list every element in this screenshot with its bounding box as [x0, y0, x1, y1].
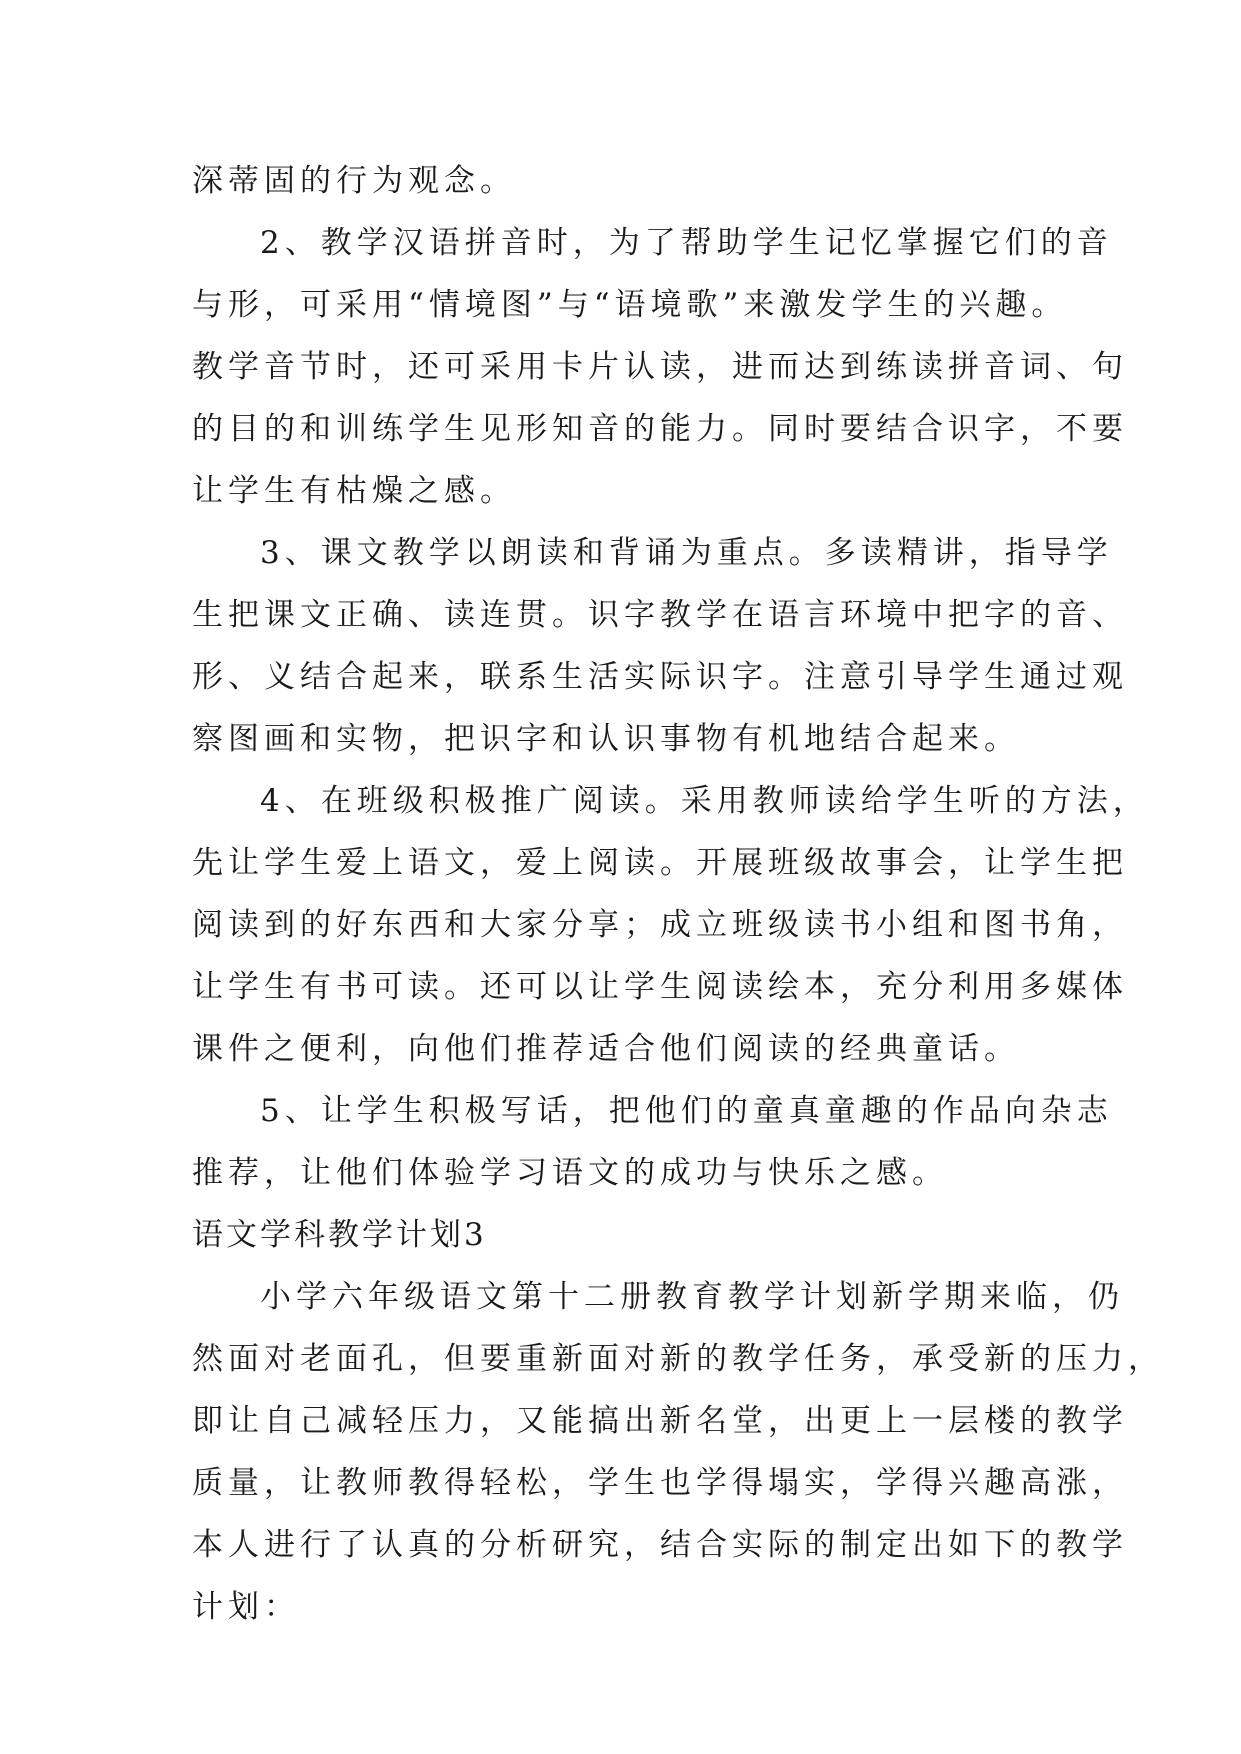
text-line: 阅读到的好东西和大家分享；成立班级读书小组和图书角，: [192, 907, 1128, 943]
text-line: 教学音节时，还可采用卡片认读，进而达到练读拼音词、句: [192, 349, 1128, 385]
text-line: 察图画和实物，把识字和认识事物有机地结合起来。: [192, 721, 1020, 757]
text-line: 然面对老面孔，但要重新面对新的教学任务，承受新的压力，: [192, 1341, 1164, 1377]
text-line: 的目的和训练学生见形知音的能力。同时要结合识字，不要: [192, 411, 1128, 447]
text-line: 质量，让教师教得轻松，学生也学得塌实，学得兴趣高涨，: [192, 1465, 1128, 1501]
text-line: 形、义结合起来，联系生活实际识字。注意引导学生通过观: [192, 659, 1128, 695]
text-line: 让学生有枯燥之感。: [192, 473, 516, 509]
text-line: 生把课文正确、读连贯。识字教学在语言环境中把字的音、: [192, 597, 1128, 633]
paragraph-5-start: 5、让学生积极写话，把他们的童真童趣的作品向杂志: [260, 1093, 1113, 1129]
text-line: 让学生有书可读。还可以让学生阅读绘本，充分利用多媒体: [192, 969, 1128, 1005]
paragraph-4-start: 4、在班级积极推广阅读。采用教师读给学生听的方法，: [260, 783, 1149, 819]
text-line: 本人进行了认真的分析研究，结合实际的制定出如下的教学: [192, 1527, 1128, 1563]
text-line: 即让自己减轻压力，又能搞出新名堂，出更上一层楼的教学: [192, 1403, 1128, 1439]
paragraph-2-start: 2、教学汉语拼音时，为了帮助学生记忆掌握它们的音: [260, 225, 1113, 261]
text-line: 与形，可采用“情境图”与“语境歌”来激发学生的兴趣。: [192, 287, 1068, 323]
paragraph-intro-start: 小学六年级语文第十二册教育教学计划新学期来临，仍: [260, 1279, 1124, 1315]
text-line: 先让学生爱上语文，爱上阅读。开展班级故事会，让学生把: [192, 845, 1128, 881]
paragraph-3-start: 3、课文教学以朗读和背诵为重点。多读精讲，指导学: [260, 535, 1113, 571]
section-heading: 语文学科教学计划3: [192, 1217, 487, 1253]
text-line: 深蒂固的行为观念。: [192, 163, 516, 199]
text-line: 课件之便利，向他们推荐适合他们阅读的经典童话。: [192, 1031, 1020, 1067]
text-line: 推荐，让他们体验学习语文的成功与快乐之感。: [192, 1155, 948, 1191]
text-line: 计划：: [192, 1589, 300, 1625]
document-page: [192, 150, 1164, 1638]
